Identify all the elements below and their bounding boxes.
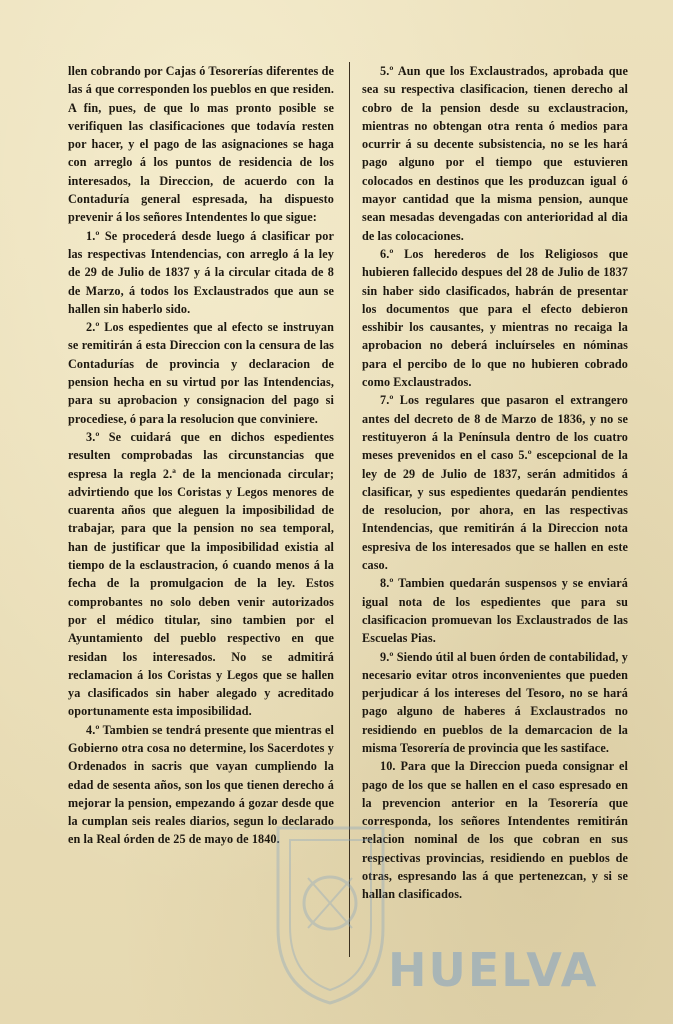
paragraph-intro: llen cobrando por Cajas ó Tesorerías diferentes de las á que corresponden los pueblos en que residen. A fin, pues, de que lo mas pronto posible se verifiquen las clasificaciones que todavía resten por hacer, y el pago de las asignaciones se haga con arreglo á los puntos de residencia de los interesados, la Direccion, de acuerdo con la Contaduría general espresada, ha dispuesto prevenir á los señores Intendentes lo que sigue:: [68, 64, 334, 225]
paragraph-1: 1.º Se procederá desde luego á clasificar por las respectivas Intendencias, con arreglo á la ley de 29 de Julio de 1837 y á la circular citada de 8 de Marzo, á todos los Exclaustrados que aun se hallen sin haberlo sido.: [68, 228, 334, 316]
paragraph-7: 7.º Los regulares que pasaron el extrangero antes del decreto de 8 de Marzo de 1836, y no se restituyeron á la Península dentro de los cuatro meses prevenidos en el caso 5.º escepcional de la ley de 29 de Julio de 1837, serán admitidos á clasificar, y sus espedientes quedarán pendientes de resolucion, por ahora, en las respectivas Intendencias, que remitirán á la Direccion nota espresiva de los interesados que se hallen en este caso.: [362, 393, 628, 573]
paragraph-5: 5.º Aun que los Exclaustrados, aprobada que sea su respectiva clasificacion, tienen derecho al cobro de la pension desde su exclaustracion, mientras no obtengan otra renta ó medios para ocurrir á su decente subsistencia, no se les hará pago alguno por el tiempo que estuvieren colocados en destinos que les produzcan igual ó mayor cantidad que la misma pension, aunque sean mesadas devengadas con anterioridad al dia de las colocaciones.: [362, 64, 628, 243]
watermark-text: HUELVA: [388, 943, 599, 997]
paragraph-2: 2.º Los espedientes que al efecto se instruyan se remitirán á esta Direccion con la censura de las Contadurías de provincia y declaracion de pension hecha en su virtud por las Intendencias, para su aprobacion y consignacion del pago si procediese, ó para la resolucion que conviniere.: [68, 320, 334, 426]
paragraph-4: 4.º Tambien se tendrá presente que mientras el Gobierno otra cosa no determine, los Sacerdotes y Ordenados in sacris que vayan cumpliendo la edad de sesenta años, son los que tienen derecho á mejorar la pension, empezando á gozar desde que la cumplan seis reales diarios, segun lo declarado en la Real órden de 25 de mayo de 1840.: [68, 722, 334, 847]
paragraph-9: 9.º Siendo útil al buen órden de contabilidad, y necesario evitar otros inconvenientes que pueden perjudicar á los intereses del Tesoro, no se hará pago alguno de haberes á Exclaustrados no residiendo en pueblos de la demarcacion de la misma Tesorería de provincia que les sastiface.: [362, 649, 628, 755]
paragraph-8: 8.º Tambien quedarán suspensos y se enviará igual nota de los espedientes que para su clasificacion promuevan los Exclaustrados de las Escuelas Pias.: [362, 576, 628, 646]
paragraph-10: 10. Para que la Direccion pueda consignar el pago de los que se hallen en el caso espresado en la prevencion anterior en la Tesorería que corresponda, los señores Intendentes remitirán relacion nominal de los que cobran en sus respectivas provincias, residiendo en pueblos de otras, espresando las á que pertenezcan, y si se hallan clasificados.: [362, 759, 628, 902]
paragraph-3: 3.º Se cuidará que en dichos espedientes resulten comprobadas las circunstancias que espresa la regla 2.ª de la mencionada circular; advirtiendo que los Coristas y Legos menores de cuarenta años que aleguen la imposibilidad de trabajar, para que la pension no sea temporal, han de justificar que la imposibilidad existia al tiempo de la esclaustracion, ó cuando menos á la fecha de la promulgacion de la ley. Estos comprobantes no solo deben venir autorizados por el médico titular, sino tambien por el Ayuntamiento del pueblo respectivo en que residan los interesados. No se admitirá reclamacion á los Coristas y Legos que se hallen ya clasificados sin haber alegado y acreditado oportunamente esta imposibilidad.: [68, 429, 334, 719]
paragraph-6: 6.º Los herederos de los Religiosos que hubieren fallecido despues del 28 de Julio de 1837 sin haber sido clasificados, habrán de presentar los documentos que para el efecto debieron esshibir los causantes, y mientras no recaiga la aprobacion no deberá incluírseles en nóminas para el percibo de lo que no hubieren cobrado como Exclaustrados.: [362, 246, 628, 390]
